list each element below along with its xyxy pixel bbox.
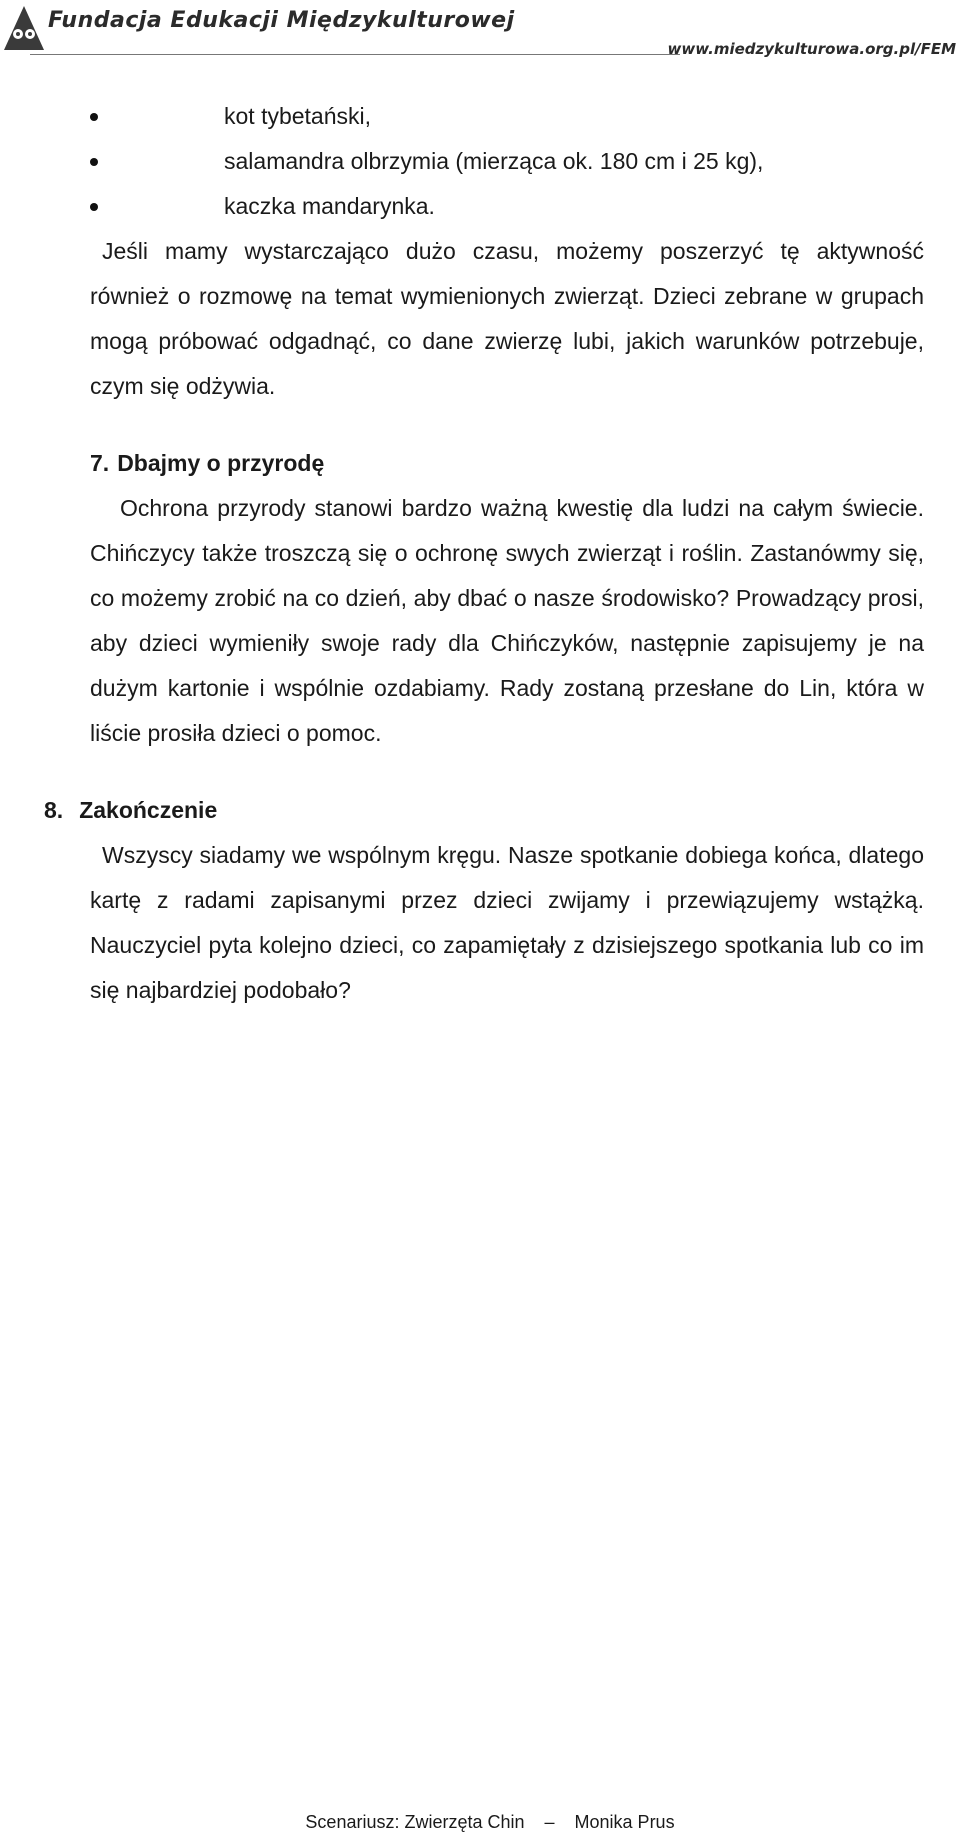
organization-name: Fundacja Edukacji Międzykulturowej	[48, 8, 515, 33]
page-header	[0, 0, 960, 62]
section-number: 8.	[44, 797, 64, 823]
section-8	[44, 788, 924, 1013]
foundation-logo-icon	[2, 4, 46, 56]
list-item: kaczka mandarynka.	[90, 184, 924, 229]
section-7	[90, 441, 924, 756]
section-heading	[44, 788, 924, 833]
bullet-icon	[90, 158, 98, 166]
document-body	[44, 94, 924, 1013]
section-paragraph: Ochrona przyrody stanowi bardzo ważną kwestię dla ludzi na całym świecie. Chińczycy także troszczą się o ochronę swych zwierząt i roślin. Zastanówmy się, co możemy zrobić na co dzień, aby dbać o nasze środowisko? Prowadzący prosi, aby dzieci wymieniły swoje rady dla Chińczyków, następnie zapisujemy je na dużym kartonie i wspólnie ozdabiamy. Rady zostaną przesłane do Lin, która w liście prosiła dzieci o pomoc.	[90, 495, 924, 746]
page-footer	[0, 1812, 960, 1833]
bullet-icon	[90, 113, 98, 121]
list-item: kot tybetański,	[90, 94, 924, 139]
bullet-icon	[90, 203, 98, 211]
list-item: salamandra olbrzymia (mierząca ok. 180 cm i 25 kg),	[90, 139, 924, 184]
footer-author: Monika Prus	[574, 1812, 675, 1832]
footer-dash: –	[544, 1812, 555, 1832]
section-paragraph: Wszyscy siadamy we wspólnym kręgu. Nasze spotkanie dobiega końca, dlatego kartę z radami zapisanymi przez dzieci zwijamy i przewiązujemy wstążką. Nauczyciel pyta kolejno dzieci, co zapamiętały z dzisiejszego spotkania lub co im się najbardziej podobało?	[90, 842, 924, 1003]
section-title: Zakończenie	[79, 797, 218, 823]
section-title: Dbajmy o przyrodę	[117, 450, 325, 476]
intro-paragraph: Jeśli mamy wystarczająco dużo czasu, możemy poszerzyć tę aktywność również o rozmowę na temat wymienionych zwierząt. Dzieci zebrane w grupach mogą próbować odgadnąć, co dane zwierzę lubi, jakich warunków potrzebuje, czym się odżywia.	[90, 238, 924, 399]
footer-scenario: Scenariusz: Zwierzęta Chin	[305, 1812, 525, 1832]
header-divider	[30, 54, 680, 55]
section-number: 7.	[90, 450, 110, 476]
section-heading	[90, 441, 924, 486]
animal-list	[90, 94, 924, 229]
organization-url[interactable]: www.miedzykulturowa.org.pl/FEM	[667, 40, 956, 58]
